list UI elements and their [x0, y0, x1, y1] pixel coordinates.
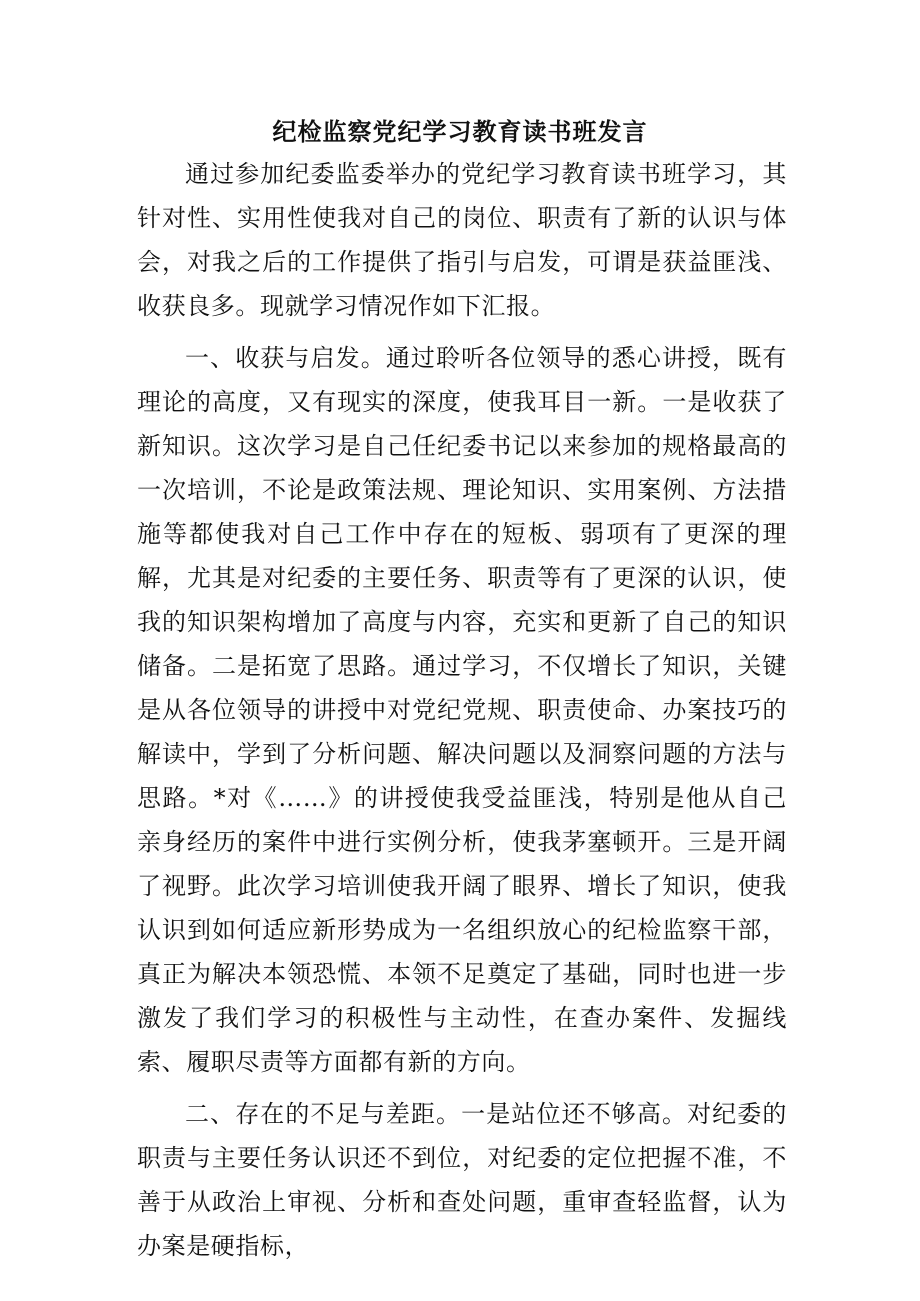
- paragraph-intro: 通过参加纪委监委举办的党纪学习教育读书班学习，其针对性、实用性使我对自己的岗位、职责有了新的认识与体会，对我之后的工作提供了指引与启发，可谓是获益匪浅、收获良多。现就学习情况作如下汇报。: [137, 160, 787, 320]
- paragraph-gains: 一、收获与启发。通过聆听各位领导的悉心讲授，既有理论的高度，又有现实的深度，使我耳目一新。一是收获了新知识。这次学习是自己任纪委书记以来参加的规格最高的一次培训，不论是政策法规、理论知识、实用案例、方法措施等都使我对自己工作中存在的短板、弱项有了更深的理解，尤其是对纪委的主要任务、职责等有了更深的认识，使我的知识架构增加了高度与内容，充实和更新了自己的知识储备。二是拓宽了思路。通过学习，不仅增长了知识，关键是从各位领导的讲授中对党纪党规、职责使命、办案技巧的解读中，学到了分析问题、解决问题以及洞察问题的方法与思路。*对《……》的讲授使我受益匪浅，特别是他从自己亲身经历的案件中进行实例分析，使我茅塞顿开。三是开阔了视野。此次学习培训使我开阔了眼界、增长了知识，使我认识到如何适应新形势成为一名组织放心的纪检监察干部，真正为解决本领恐慌、本领不足奠定了基础，同时也进一步激发了我们学习的积极性与主动性，在查办案件、发掘线索、履职尽责等方面都有新的方向。: [137, 344, 787, 1076]
- document-body: [137, 152, 787, 1268]
- paragraph-shortcomings: 二、存在的不足与差距。一是站位还不够高。对纪委的职责与主要任务认识还不到位，对纪委的定位把握不准，不善于从政治上审视、分析和查处问题，重审查轻监督，认为办案是硬指标，: [137, 1100, 787, 1260]
- document-title: 纪检监察党纪学习教育读书班发言: [272, 118, 648, 146]
